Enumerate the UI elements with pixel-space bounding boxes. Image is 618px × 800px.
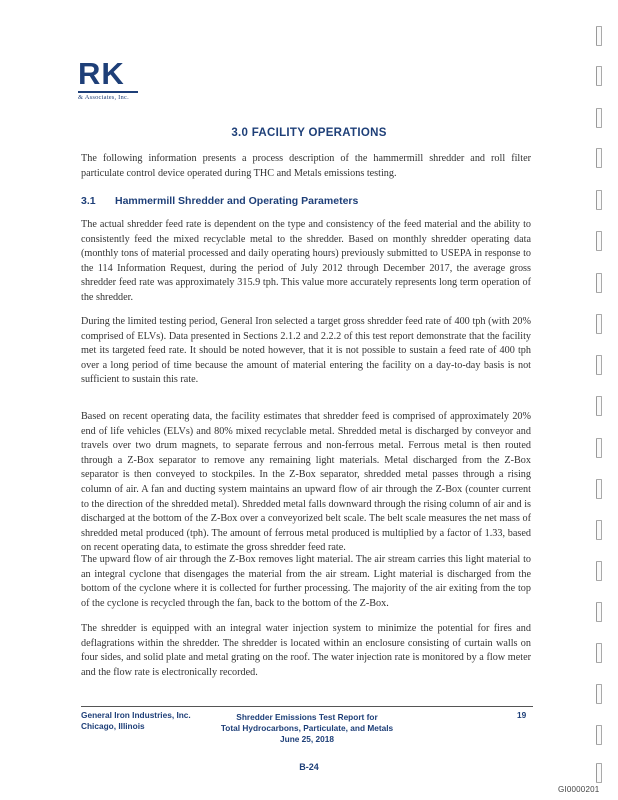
binder-tab [596, 438, 602, 458]
logo-mark: RK [78, 56, 125, 91]
footer-report-title: Shredder Emissions Test Report for [236, 712, 378, 722]
body-paragraph: Based on recent operating data, the facility estimates that shredder feed is comprised of approximately 20% end of life vehicles (ELVs) and 80% mixed recyclable metal. Shredded metal is discharged by conveyor and travels over two drum magnets, to separate ferrous and non-ferrous metal. Ferrous metal is then routed through a Z-Box separator to remove any remaining light materials. Metal discharged from the Z-Box separator is then conveyed to stockpiles. In the Z-Box separator, shredded metal passes through a rising column of air. A fan and ducting system maintains an upward flow of air through the Z-Box (counter current to the direction of the shredded metal). Shredded metal falls downward through the rising column of air and is discharged at the bottom of the Z-Box over a conveyorized belt scale. The belt scale measures the net mass of shredded metal produced (tph). The amount of ferrous metal produced is multiplied by a factor of 1.33, based on recent operating data, to estimate the gross shredder feed rate. [81, 411, 531, 554]
footer-report-block [207, 712, 407, 745]
footer-company-block [81, 710, 191, 732]
company-logo [78, 58, 140, 101]
body-paragraph: The shredder is equipped with an integral water injection system to minimize the potential for fires and deflagrations within the shredder. The shredder is located within an enclosure consisting of curtain walls on four sides, and solid plate and metal grating on the roof. The water injection rate is monitored by a flow meter and the flow rate is electronically recorded. [81, 623, 531, 678]
binder-tab [596, 66, 602, 86]
footer-page-number: 19 [517, 710, 527, 720]
footer-divider [81, 706, 533, 707]
binder-edge-tabs [596, 26, 604, 786]
binder-tab [596, 355, 602, 375]
body-paragraph: During the limited testing period, General Iron selected a target gross shredder feed rate of 400 tph (with 20% comprised of ELVs). Data presented in Sections 2.1.2 and 2.2.2 of this test report demonstrate that the facility met its targeted feed rate. It should be noted however, that it is not possible to sustain a feed rate of 400 tph over a long period of time because the amount of material entering the facility on a day-to-day basis is not sufficient to sustain this rate. [81, 316, 531, 386]
logo-divider [78, 91, 138, 93]
footer-report-subtitle: Total Hydrocarbons, Particulate, and Metals [220, 723, 394, 733]
footer-location: Chicago, Illinois [81, 720, 145, 731]
subsection-title: Hammermill Shredder and Operating Parameters [115, 195, 359, 207]
binder-tab [596, 763, 602, 783]
body-paragraph: The upward flow of air through the Z-Box removes light material. The air stream carries this light material to an integral cyclone that disengages the material from the air stream. Light material is discharged from the bottom of the cyclone where it is collected for further processing. The majority of the air exiting from the top of the cyclone is recycled through the fan, back to the bottom of the Z-Box. [81, 554, 531, 609]
binder-tab [596, 108, 602, 128]
footer-company: General Iron Industries, Inc. [81, 710, 191, 720]
binder-tab [596, 26, 602, 46]
binder-tab [596, 561, 602, 581]
bates-number: GI0000201 [558, 785, 600, 794]
subsection-number: 3.1 [81, 195, 96, 207]
footer-report-date: June 25, 2018 [280, 734, 334, 744]
section-title: 3.0 FACILITY OPERATIONS [231, 127, 387, 139]
binder-tab [596, 231, 602, 251]
binder-tab [596, 396, 602, 416]
subsection-heading [81, 195, 358, 207]
binder-tab [596, 643, 602, 663]
body-paragraph: The actual shredder feed rate is dependent on the type and consistency of the feed material and the ability to consistently feed the mixed recyclable metal to the shredder. Based on monthly shredder operating data (monthly tons of material processed and daily operating hours) previously submitted to USEPA in response to the 114 Information Request, during the period of July 2012 through December 2017, the average gross shredder feed rate was approximately 315.9 tph. This value more accurately represents long term operation of the shredder. [81, 219, 531, 303]
intro-paragraph: The following information presents a process description of the hammermill shredder and roll filter particulate control device operated during THC and Metals emissions testing. [81, 153, 531, 179]
binder-tab [596, 148, 602, 168]
binder-tab [596, 190, 602, 210]
logo-subtext: & Associates, Inc. [78, 94, 129, 101]
binder-tab [596, 602, 602, 622]
binder-tab [596, 273, 602, 293]
binder-tab [596, 520, 602, 540]
binder-tab [596, 479, 602, 499]
binder-tab [596, 725, 602, 745]
binder-tab [596, 314, 602, 334]
binder-tab [596, 684, 602, 704]
appendix-page-label: B-24 [299, 762, 319, 772]
